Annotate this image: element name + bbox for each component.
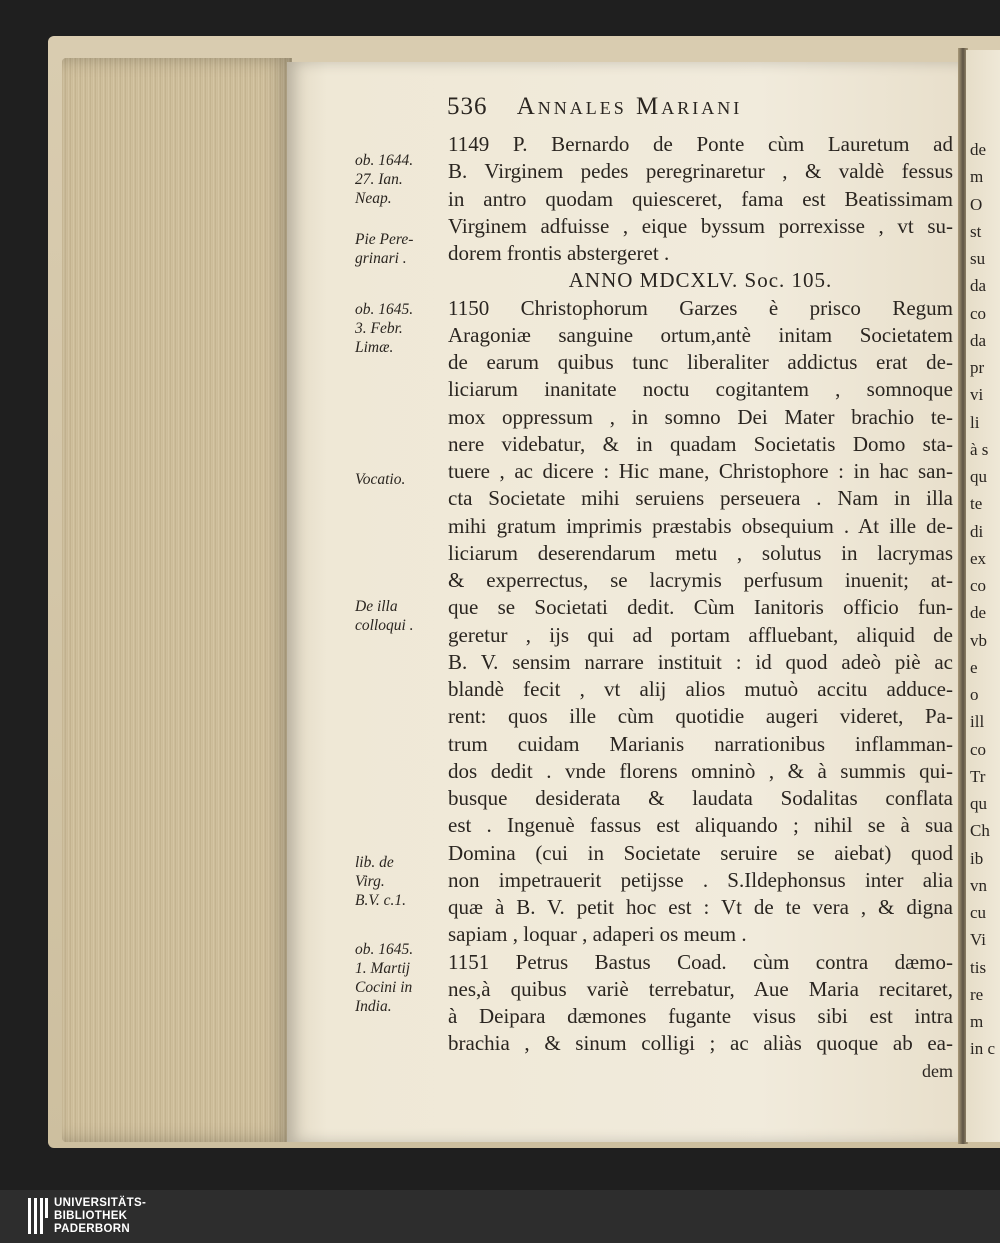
margin-note: Vocatio. (355, 471, 406, 488)
text-line: non impetrauerit petijsse . S.Ildephonsus inter alia (448, 867, 953, 892)
next-page-text-fragment: e (970, 657, 978, 677)
text-line: dos dedit . vnde florens omninò , & à summis qui- (448, 758, 953, 783)
next-page-text-fragment: su (970, 249, 986, 268)
text-line: ANNO MDCXLV. Soc. 105. (568, 268, 833, 293)
next-page-text-fragment: te (970, 494, 983, 514)
next-page-text-fragment: o (970, 685, 979, 704)
text-line: tuere , ac dicere : Hic mane, Christophore : in hac san- (448, 459, 953, 483)
margin-note: ob. 1644. 27. Ian. Neap. (355, 152, 414, 207)
page-block-edge (62, 58, 292, 1142)
next-page-text-fragment: vn (970, 875, 987, 895)
next-page-text-fragment: st (970, 221, 982, 241)
text-line: B. V. sensim narrare instituit : id quod adeò piè ac (448, 649, 953, 674)
text-line: nere videbatur, & in quadam Societatis Domo sta- (448, 431, 953, 456)
next-page-text-fragment: co (970, 739, 987, 759)
logo-line-1: UNIVERSITÄTS- (54, 1197, 147, 1209)
text-line: Aragoniæ sanguine ortum,antè initam Societatem (448, 322, 953, 347)
text-line: dorem frontis abstergeret . (448, 241, 670, 265)
next-page-text-fragment: da (970, 330, 987, 350)
next-page-text-fragment: da (970, 276, 987, 296)
next-page-text-fragment: ib (970, 848, 984, 868)
next-page-text-fragment: vi (970, 385, 984, 405)
next-page-text-fragment: vb (970, 630, 987, 650)
next-page-fragment (966, 50, 1000, 1142)
next-page-text-fragment: pr (970, 358, 985, 377)
text-line: liciarum inanitate noctu cogitantem , somnoque (448, 377, 953, 402)
margin-note: ob. 1645. 1. Martij Cocini in India. (355, 941, 414, 1015)
text-line: que se Societati dedit. Cùm Ianitoris officio fun- (448, 595, 953, 620)
next-page-text-fragment: à s (970, 439, 989, 459)
text-line: brachia , & sinum colligi ; ac aliàs quoque ab ea- (448, 1031, 953, 1056)
next-page-text-fragment: qu (970, 794, 987, 813)
text-line: cta Societate mihi seruiens perseuera . Nam in illa (448, 486, 953, 511)
text-line: liciarum deserendarum metu , solutus in lacrymas (448, 540, 953, 565)
next-page-text-fragment: tis (970, 957, 987, 977)
running-title: Annales Mariani (516, 93, 743, 120)
text-line: blandè fecit , vt alij alios mutuò accitu adduce- (448, 677, 953, 701)
next-page-text-fragment: cu (970, 903, 987, 922)
text-line: in antro quodam quiesceret, fama est Beatissimam (448, 186, 953, 211)
next-page-text-fragment: co (970, 576, 987, 595)
text-line: nes,à quibus variè terrebatur, Aue Maria recitaret, (448, 976, 953, 1001)
next-page-text-fragment: Vi (970, 930, 986, 950)
margin-note: Pie Pere- grinari . (355, 231, 414, 267)
logo-line-3: PADERBORN (54, 1223, 130, 1235)
next-page-text-fragment: di (970, 521, 984, 541)
text-line: Domina (cui in Societate seruire se aiebat) quod (448, 840, 953, 865)
next-page-text-fragment: re (970, 984, 984, 1004)
library-footer (0, 1190, 1000, 1243)
text-line: 1149 P. Bernardo de Ponte cùm Lauretum ad (448, 132, 953, 156)
next-page-text-fragment: qu (970, 467, 987, 486)
text-line: B. Virginem pedes peregrinaretur , & valdè fessus (448, 159, 953, 184)
margin-note: lib. de Virg. B.V. c.1. (355, 854, 406, 909)
text-line: & experrectus, se lacrymis perfusum inuenit; at- (448, 568, 953, 592)
text-line: trum cuidam Marianis narrationibus inflamman- (448, 731, 953, 756)
page-number: 536 (447, 93, 488, 120)
margin-note: ob. 1645. 3. Febr. Limæ. (355, 301, 414, 356)
catchword: dem (922, 1060, 953, 1081)
next-page-text-fragment: Tr (970, 766, 986, 786)
margin-note: De illa colloqui . (355, 598, 414, 634)
next-page-text-fragment: ill (970, 712, 985, 732)
text-line: sapiam , loquar , adaperi os meum . (448, 922, 747, 947)
next-page-text-fragment: de (970, 140, 987, 159)
text-line: rent: quos ille cùm quotidie augeri videret, Pa- (448, 704, 953, 729)
running-head (447, 93, 742, 121)
next-page-text-fragment: m (970, 167, 984, 187)
next-page-text-fragment: m (970, 1012, 984, 1031)
text-line: geretur , ijs qui ad portam affluebant, aliquid de (448, 622, 953, 647)
text-line: quæ à B. V. petit hoc est : Vt de te vera , & digna (448, 895, 953, 919)
next-page-text-fragment: O (970, 194, 983, 214)
text-line: est . Ingenuè fassus est aliquando ; nihil se à sua (448, 813, 953, 838)
text-line: busque desiderata & laudata Sodalitas conflata (448, 786, 953, 810)
next-page-text-fragment: ex (970, 548, 987, 568)
logo-line-2: BIBLIOTHEK (54, 1210, 128, 1222)
next-page-text-fragment: de (970, 603, 987, 623)
main-text-block (448, 131, 953, 1085)
text-line: de earum quibus tunc liberaliter addictus erat de- (448, 350, 953, 374)
next-page-text-fragment: Ch (970, 821, 990, 841)
next-page-text-fragment: co (970, 303, 987, 323)
library-logo-icon (28, 1198, 48, 1234)
text-line: Virginem adfuisse , eique byssum porrexisse , vt su- (448, 213, 953, 238)
text-line: mox oppressum , in somno Dei Mater brachio te- (448, 404, 953, 429)
text-line: 1150 Christophorum Garzes è prisco Regum (448, 295, 953, 320)
text-line: 1151 Petrus Bastus Coad. cùm contra dæmo- (448, 949, 953, 974)
text-line: à Deipara dæmones fugante visus sibi est intra (448, 1004, 953, 1028)
library-logo-text (54, 1197, 146, 1236)
next-page-text-fragment: in c (970, 1039, 996, 1059)
next-page-text-fragment: li (970, 412, 980, 432)
text-line: mihi gratum imprimis præstabis obsequium . At ille de- (448, 513, 953, 538)
